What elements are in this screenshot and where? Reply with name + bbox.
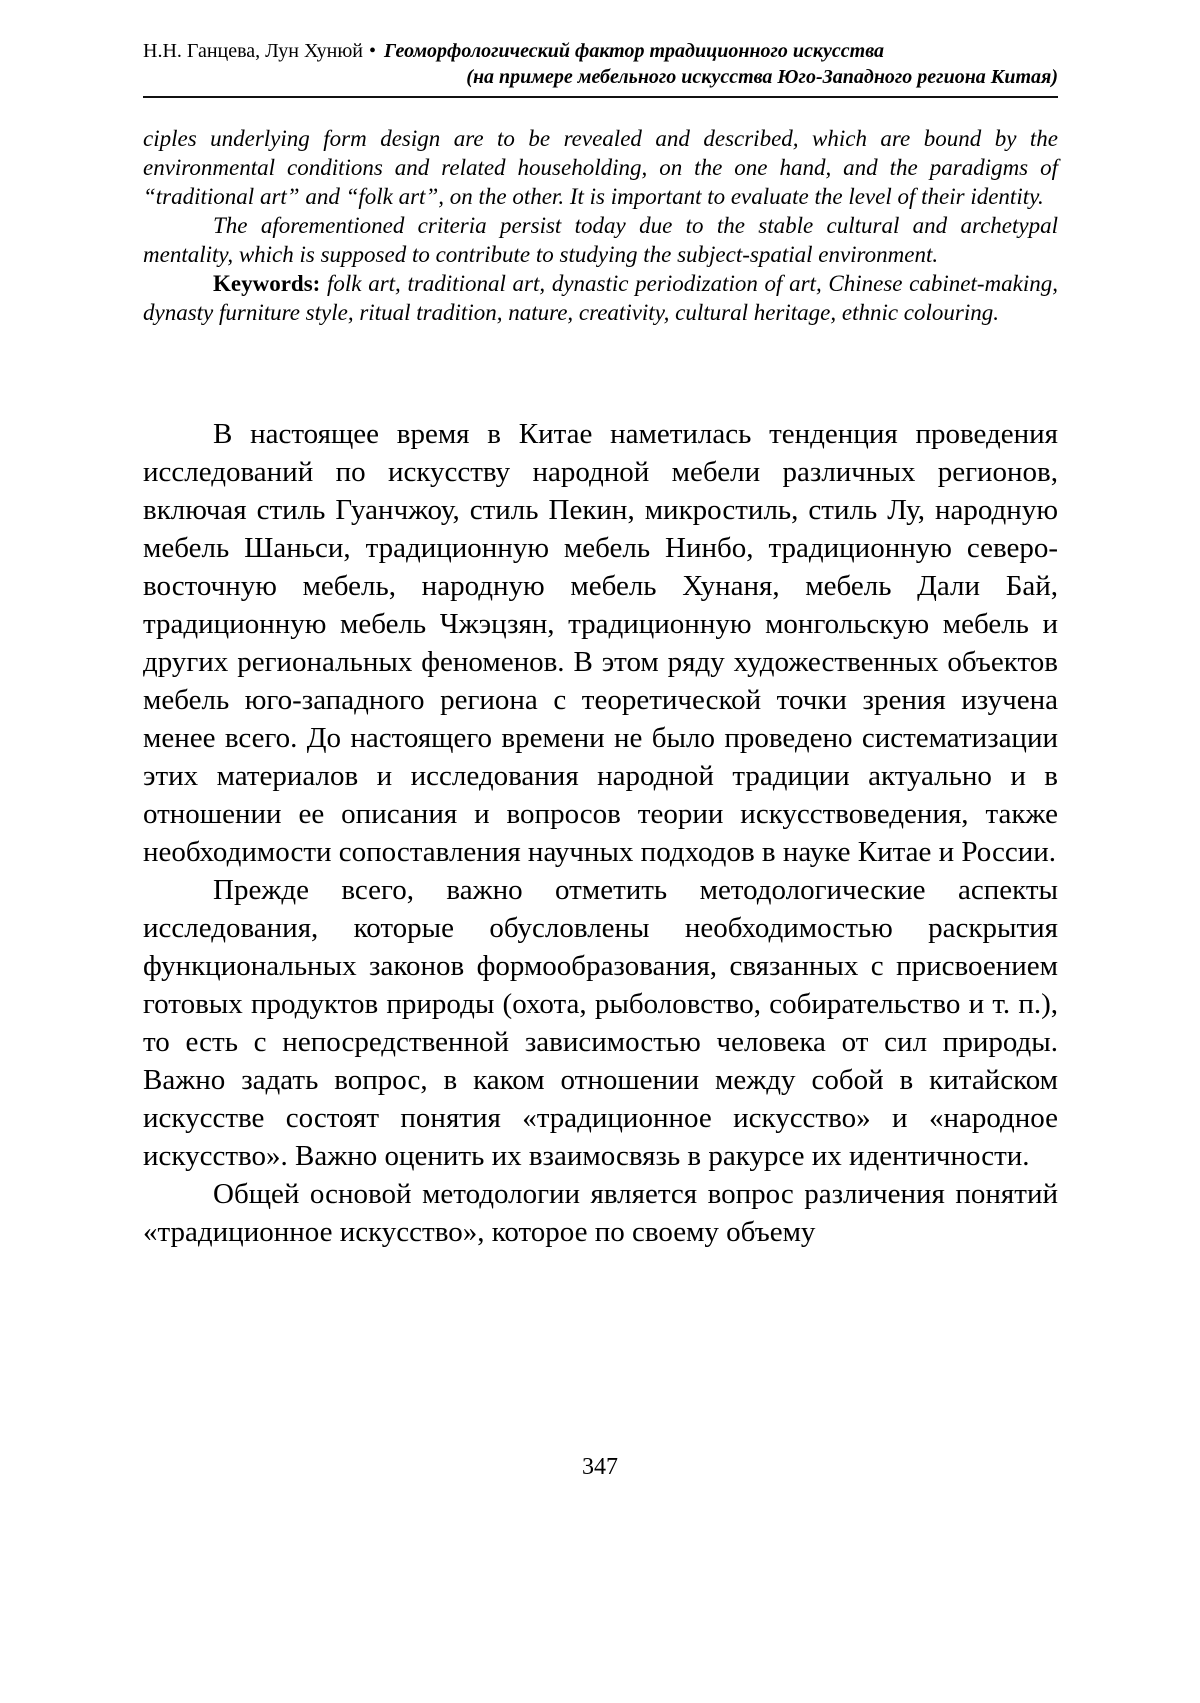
body-paragraph-1: В настоящее время в Китае наметилась тенденция проведения исследований по искусству народной мебели различных регионов, включая стиль Гуанчжоу, стиль Пекин, микростиль, стиль Лу, народную мебель Шаньси, традиционную мебель Нинбо, традиционную северо-восточную мебель, народную мебель Хунаня, мебель Дали Бай, традиционную мебель Чжэцзян, традиционную монгольскую мебель и других региональных феноменов. В этом ряду художественных объектов мебель юго-западного региона с теоретической точки зрения изучена менее всего. До настоящего времени не было проведено систематизации этих материалов и исследования народной традиции актуально и в отношении ее описания и вопросов теории искусствоведения, также необходимости сопоставления научных подходов в науке Китае и России.	[143, 418, 1058, 868]
abstract-continuation-paragraph: ciples underlying form design are to be revealed and described, which are bound by the environmental conditions and related householding, on the one hand, and the paradigms of “traditional art” and “folk art”, on the other. It is important to evaluate the level of their identity.	[143, 126, 1058, 209]
header-title-line1: Геоморфологический фактор традиционного искусства	[384, 40, 885, 62]
running-header	[143, 38, 1058, 98]
header-line-1	[143, 38, 1058, 64]
keywords-paragraph	[143, 269, 1058, 327]
body-paragraph-2: Прежде всего, важно отметить методологические аспекты исследования, которые обусловлены необходимостью раскрытия функциональных законов формообразования, связанных с присвоением готовых продуктов природы (охота, рыболовство, собирательство и т. п.), то есть с непосредственной зависимостью человека от сил природы. Важно задать вопрос, в каком отношении между собой в китайском искусстве состоят понятия «традиционное искусство» и «народное искусство». Важно оценить их взаимосвязь в ракурсе их идентичности.	[143, 874, 1058, 1172]
keywords-text: folk art, traditional art, dynastic periodization of art, Chinese cabinet-making, dynasty furniture style, ritual tradition, nature, creativity, cultural heritage, ethnic colouring.	[143, 271, 1058, 325]
body-paragraph-3: Общей основой методологии является вопрос различения понятий «традиционное искусство», которое по своему объему	[143, 1178, 1058, 1248]
abstract-section	[143, 124, 1058, 327]
header-authors: Н.Н. Ганцева, Лун Хунюй	[143, 40, 363, 62]
abstract-paragraph: The aforementioned criteria persist today due to the stable cultural and archetypal mentality, which is supposed to contribute to studying the subject-spatial environment.	[143, 213, 1058, 267]
header-rule	[143, 96, 1058, 98]
article-body	[143, 415, 1058, 1251]
header-title-line2: (на примере мебельного искусства Юго-Западного региона Китая)	[466, 66, 1058, 88]
header-bullet: •	[368, 40, 376, 62]
page-number: 347	[582, 1454, 618, 1480]
keywords-label: Keywords:	[213, 271, 321, 296]
page-footer	[0, 1452, 1200, 1482]
